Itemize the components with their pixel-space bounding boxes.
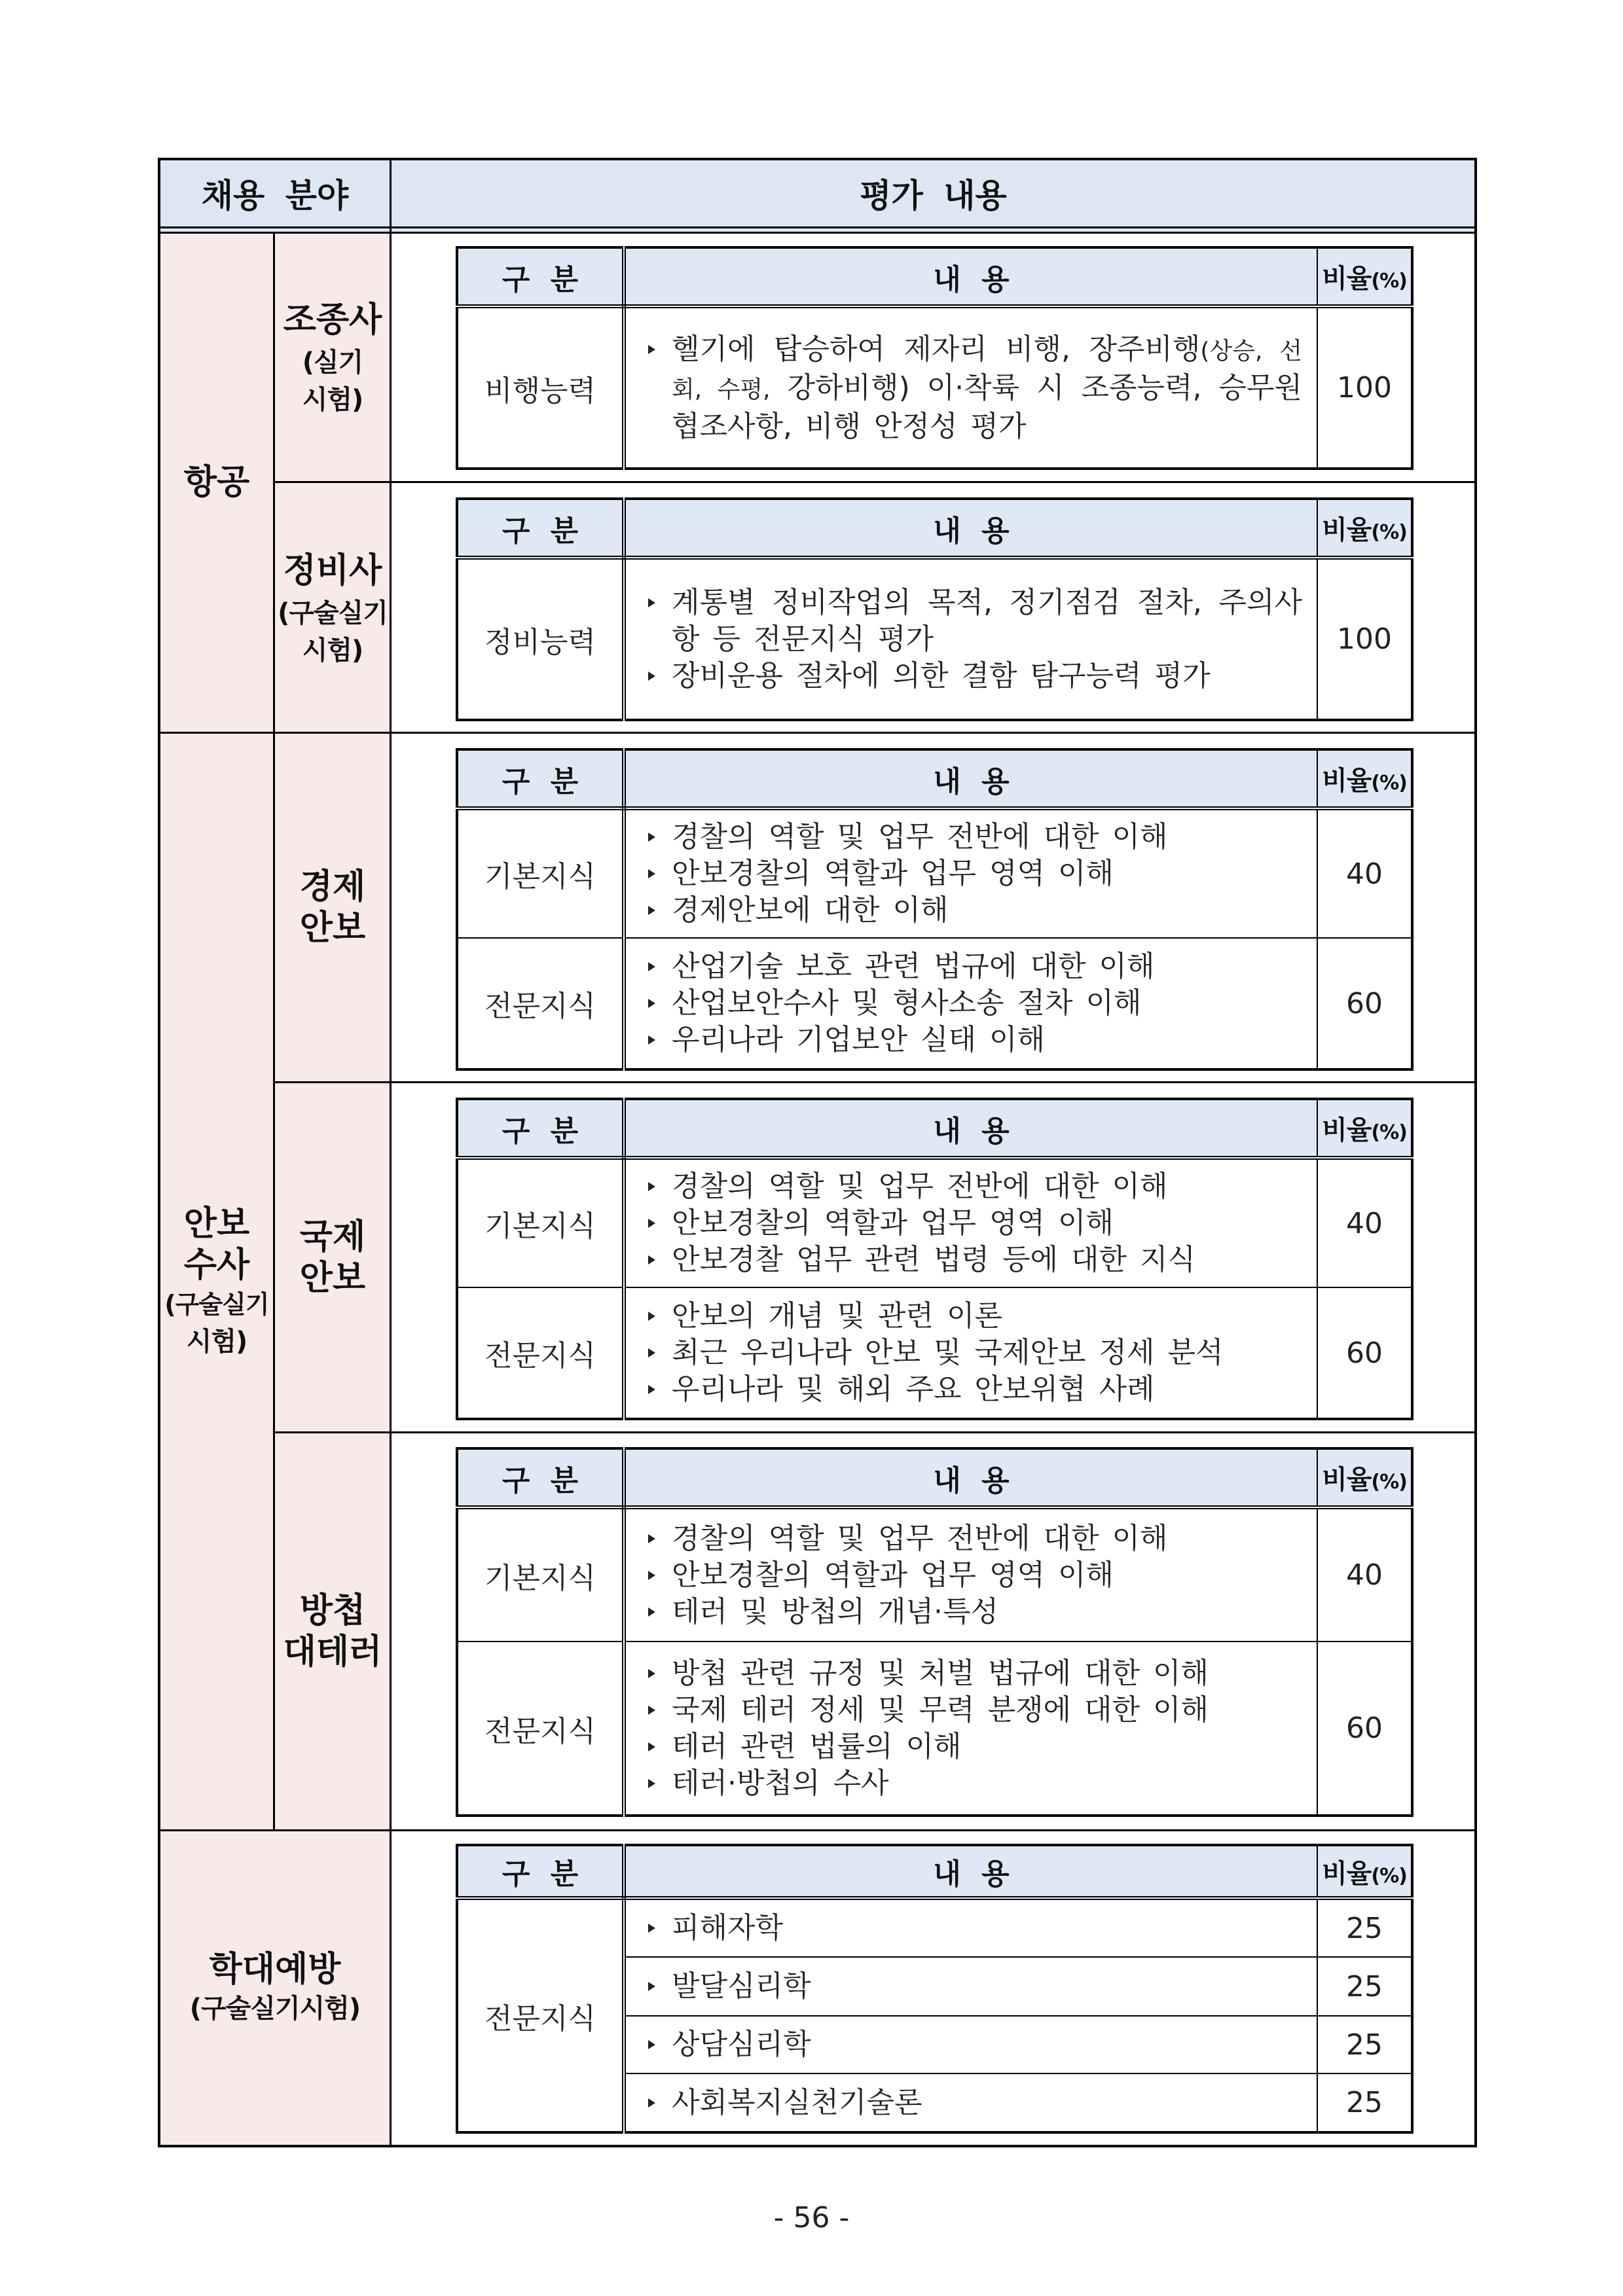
bullet-triangle-icon [648,1779,655,1788]
list-item [648,819,1302,855]
ratio-header-label: 비율 [1322,1115,1372,1145]
list-item [648,2085,1302,2121]
international-counter-terror-divider [274,1431,1476,1433]
content-cell [624,1641,1317,1816]
list-item [648,1968,1302,2005]
item-text: 안보의 개념 및 관련 이론 [672,1299,1002,1333]
item-text: 산업보안수사 및 형사소송 절차 이해 [672,986,1142,1020]
table-row [457,938,1412,1069]
bullet-triangle-icon [648,1312,655,1321]
item-text: 테러 관련 법률의 이해 [672,1729,962,1763]
ratio-cell: 25 [1317,2016,1412,2073]
bullet-triangle-icon [648,598,655,607]
list-item [648,1168,1302,1205]
bullet-triangle-icon [648,2098,655,2108]
content-header: 내 용 [624,1448,1317,1507]
bullet-triangle-icon [648,869,655,878]
mechanic-exam-type-line2: 시험) [302,635,363,666]
list-item [648,1910,1302,1946]
content-cell [624,2016,1317,2073]
table-row [457,558,1412,720]
ratio-header-label: 비율 [1322,766,1372,796]
item-text: 장비운용 절차에 의한 결함 탐구능력 평가 [672,658,1211,692]
bullet-triangle-icon [648,1385,655,1394]
list-item [648,331,1302,445]
ratio-header [1317,499,1412,558]
bullet-triangle-icon [648,1219,655,1228]
pilot-mechanic-divider [274,481,1476,483]
ratio-cell: 60 [1317,1287,1412,1419]
bullet-triangle-icon [648,1669,655,1678]
bullet-triangle-icon [648,345,655,354]
content-header: 내 용 [624,1099,1317,1158]
list-item [648,1022,1302,1058]
pilot-evaluation-table [456,246,1413,470]
content-cell [624,558,1317,720]
list-item [648,658,1302,694]
abuse-prevention-title: 학대예방 [209,1950,341,1989]
table-header-row [457,247,1412,306]
content-cell [624,2073,1317,2132]
bullet-triangle-icon [648,1982,655,1991]
ratio-cell: 40 [1317,1507,1412,1641]
category-cell: 기본지식 [457,1158,624,1287]
content-cell [624,1287,1317,1419]
ratio-header-text [1322,1115,1407,1145]
item-text: 경찰의 역할 및 업무 전반에 대한 이해 [672,1170,1168,1203]
category-header: 구 분 [457,499,624,558]
ratio-header-unit: (%) [1371,1864,1407,1888]
content-cell [624,1507,1317,1641]
item-text [672,331,1302,445]
item-text: 상담심리학 [672,2028,811,2061]
item-text: 계통별 정비작업의 목적, 정기점검 절차, 주의사항 등 전문지식 평가 [672,585,1302,656]
list-item [648,855,1302,892]
ratio-header-text [1322,766,1407,796]
recruitment-field-header-text: 채용 분야 [201,176,349,215]
item-text: 우리나라 및 해외 주요 안보위협 사례 [672,1372,1155,1406]
table-header-row [457,749,1412,808]
list-item [648,948,1302,985]
economic-security-title-line2: 안보 [299,908,366,948]
item-text: 최근 우리나라 안보 및 국제안보 정세 분석 [672,1336,1224,1369]
list-item [648,1298,1302,1335]
item-text: 발달심리학 [672,1969,811,2003]
table-header-row [457,1099,1412,1158]
content-cell [624,808,1317,938]
list-item [648,1335,1302,1371]
ratio-cell: 25 [1317,1957,1412,2016]
pilot-title: 조종사 [283,300,382,340]
ratio-header-unit: (%) [1371,1121,1407,1144]
bullet-triangle-icon [648,1182,655,1191]
aviation-security-divider [159,732,1476,734]
table-row [457,808,1412,938]
ratio-header-label: 비율 [1322,1858,1372,1889]
abuse-prevention-evaluation-table [456,1844,1413,2134]
mechanic-title: 정비사 [283,550,382,590]
ratio-header-text [1322,515,1407,545]
category-cell: 기본지식 [457,1507,624,1641]
ratio-header [1317,1448,1412,1507]
counter-terror-title-line1: 방첩 [299,1591,366,1630]
category-header: 구 분 [457,247,624,306]
list-item [648,985,1302,1022]
list-item [648,1557,1302,1594]
bullet-triangle-icon [648,1924,655,1933]
bullet-triangle-icon [648,1035,655,1045]
ratio-header-label: 비율 [1322,1465,1372,1495]
abuse-prevention-exam-type: (구술실기시험) [189,1994,361,2024]
list-item [648,1242,1302,1278]
header-rule-lower [159,232,1476,234]
ratio-header [1317,247,1412,306]
content-cell [624,938,1317,1069]
content-header: 내 용 [624,1845,1317,1898]
ratio-header-unit: (%) [1371,521,1407,544]
list-item [648,584,1302,658]
economic-security-evaluation-table [456,748,1413,1071]
content-cell [624,1158,1317,1287]
bullet-triangle-icon [648,962,655,971]
table-header-row [457,499,1412,558]
ratio-cell: 40 [1317,1158,1412,1287]
bullet-triangle-icon [648,1742,655,1751]
item-text: 우리나라 기업보안 실태 이해 [672,1023,1046,1056]
category-cell: 전문지식 [457,1641,624,1816]
ratio-cell: 100 [1317,306,1412,469]
category-cell: 정비능력 [457,558,624,720]
content-header: 내 용 [624,247,1317,306]
table-row [457,1507,1412,1641]
category-header: 구 분 [457,1099,624,1158]
table-header-row [457,1448,1412,1507]
list-item [648,1594,1302,1630]
list-item [648,1520,1302,1557]
category-cell: 전문지식 [457,1287,624,1419]
evaluation-content-header-text: 평가 내용 [860,176,1007,215]
international-security-title-line2: 안보 [299,1258,366,1298]
bullet-triangle-icon [648,672,655,681]
bullet-triangle-icon [648,2040,655,2049]
bullet-triangle-icon [648,906,655,915]
bullet-triangle-icon [648,1255,655,1265]
item-text: 경제안보에 대한 이해 [672,893,949,927]
table-row [457,306,1412,469]
economic-security-title-line1: 경제 [299,867,366,906]
page-number: - 56 - [773,2201,850,2234]
item-text: 산업기술 보호 관련 법규에 대한 이해 [672,950,1155,983]
bullet-triangle-icon [648,1571,655,1580]
security-label-line2: 수사 [183,1245,250,1285]
ratio-header-unit: (%) [1371,270,1407,293]
table-row [457,1898,1412,1957]
ratio-header-label: 비율 [1322,264,1372,294]
ratio-header [1317,749,1412,808]
ratio-cell: 25 [1317,1898,1412,1957]
content-cell [624,1957,1317,2016]
international-security-title-line1: 국제 [299,1217,366,1257]
ratio-header-label: 비율 [1322,515,1372,545]
ratio-header-unit: (%) [1371,1471,1407,1494]
ratio-cell: 100 [1317,558,1412,720]
aviation-label: 항공 [183,462,250,502]
category-cell: 전문지식 [457,1898,624,2132]
ratio-header-text [1322,264,1407,294]
content-header: 내 용 [624,749,1317,808]
table-header-row [457,1845,1412,1898]
list-item [648,892,1302,929]
security-abuse-divider [159,1829,1476,1831]
list-item [648,1692,1302,1729]
subcategory-divider [273,232,275,1831]
table-row [457,1287,1412,1419]
mechanic-exam-type-line1: (구술실기 [278,598,388,628]
item-text-rest: 강하비행) 이·착륙 시 조종능력, 승무원 협조사항, 비행 안정성 평가 [672,370,1302,443]
category-header: 구 분 [457,749,624,808]
counter-terror-evaluation-table [456,1447,1413,1817]
list-item [648,1371,1302,1408]
ratio-header [1317,1845,1412,1898]
item-text: 경찰의 역할 및 업무 전반에 대한 이해 [672,1521,1168,1555]
category-cell: 전문지식 [457,938,624,1069]
item-text: 테러·방첩의 수사 [672,1766,889,1800]
pilot-exam-type-line1: (실기 [302,347,363,378]
item-text: 경찰의 역할 및 업무 전반에 대한 이해 [672,820,1168,853]
item-text: 테러 및 방첩의 개념·특성 [672,1594,998,1628]
category-cell: 비행능력 [457,306,624,469]
category-header: 구 분 [457,1448,624,1507]
counter-terror-title-line2: 대테러 [283,1632,382,1672]
security-label-line1: 안보 [183,1204,250,1244]
mechanic-evaluation-table [456,497,1413,721]
bullet-triangle-icon [648,1534,655,1543]
content-cell [624,306,1317,469]
list-item [648,1655,1302,1692]
content-header: 내 용 [624,499,1317,558]
item-text-main: 헬기에 탑승하여 제자리 비행, 장주비행 [672,332,1201,366]
item-text: 방첩 관련 규정 및 처벌 법규에 대한 이해 [672,1656,1209,1690]
item-text-parenthetical: (상승, 선회, 수평, [672,337,1302,403]
item-text: 피해자학 [672,1911,784,1945]
item-text: 안보경찰 업무 관련 법령 등에 대한 지식 [672,1243,1195,1276]
ratio-header [1317,1099,1412,1158]
item-text: 사회복지실천기술론 [672,2085,922,2119]
category-cell: 기본지식 [457,808,624,938]
item-text: 국제 테러 정세 및 무력 분쟁에 대한 이해 [672,1693,1209,1727]
table-row [457,1641,1412,1816]
category-content-divider [390,159,392,2146]
ratio-cell: 40 [1317,808,1412,938]
bullet-triangle-icon [648,1706,655,1715]
ratio-cell: 60 [1317,1641,1412,1816]
pilot-exam-type-line2: 시험) [302,384,363,415]
ratio-cell: 60 [1317,938,1412,1069]
security-exam-type-line1: (구술실기 [164,1289,269,1319]
international-security-evaluation-table [456,1098,1413,1420]
item-text: 안보경찰의 역할과 업무 영역 이해 [672,1558,1114,1592]
bullet-triangle-icon [648,999,655,1008]
item-text: 안보경찰의 역할과 업무 영역 이해 [672,857,1114,890]
list-item [648,1205,1302,1242]
category-header: 구 분 [457,1845,624,1898]
bullet-triangle-icon [648,833,655,842]
item-text: 안보경찰의 역할과 업무 영역 이해 [672,1206,1114,1240]
content-cell [624,1898,1317,1957]
bullet-triangle-icon [648,1348,655,1357]
ratio-header-text [1322,1859,1407,1889]
list-item [648,2026,1302,2063]
ratio-header-unit: (%) [1371,772,1407,795]
list-item [648,1765,1302,1802]
bullet-triangle-icon [648,1607,655,1617]
list-item [648,1729,1302,1765]
table-row [457,1158,1412,1287]
header-rule-upper [159,226,1476,228]
economic-international-divider [274,1081,1476,1083]
ratio-cell: 25 [1317,2073,1412,2132]
security-exam-type-line2: 시험) [186,1326,247,1357]
ratio-header-text [1322,1465,1407,1495]
